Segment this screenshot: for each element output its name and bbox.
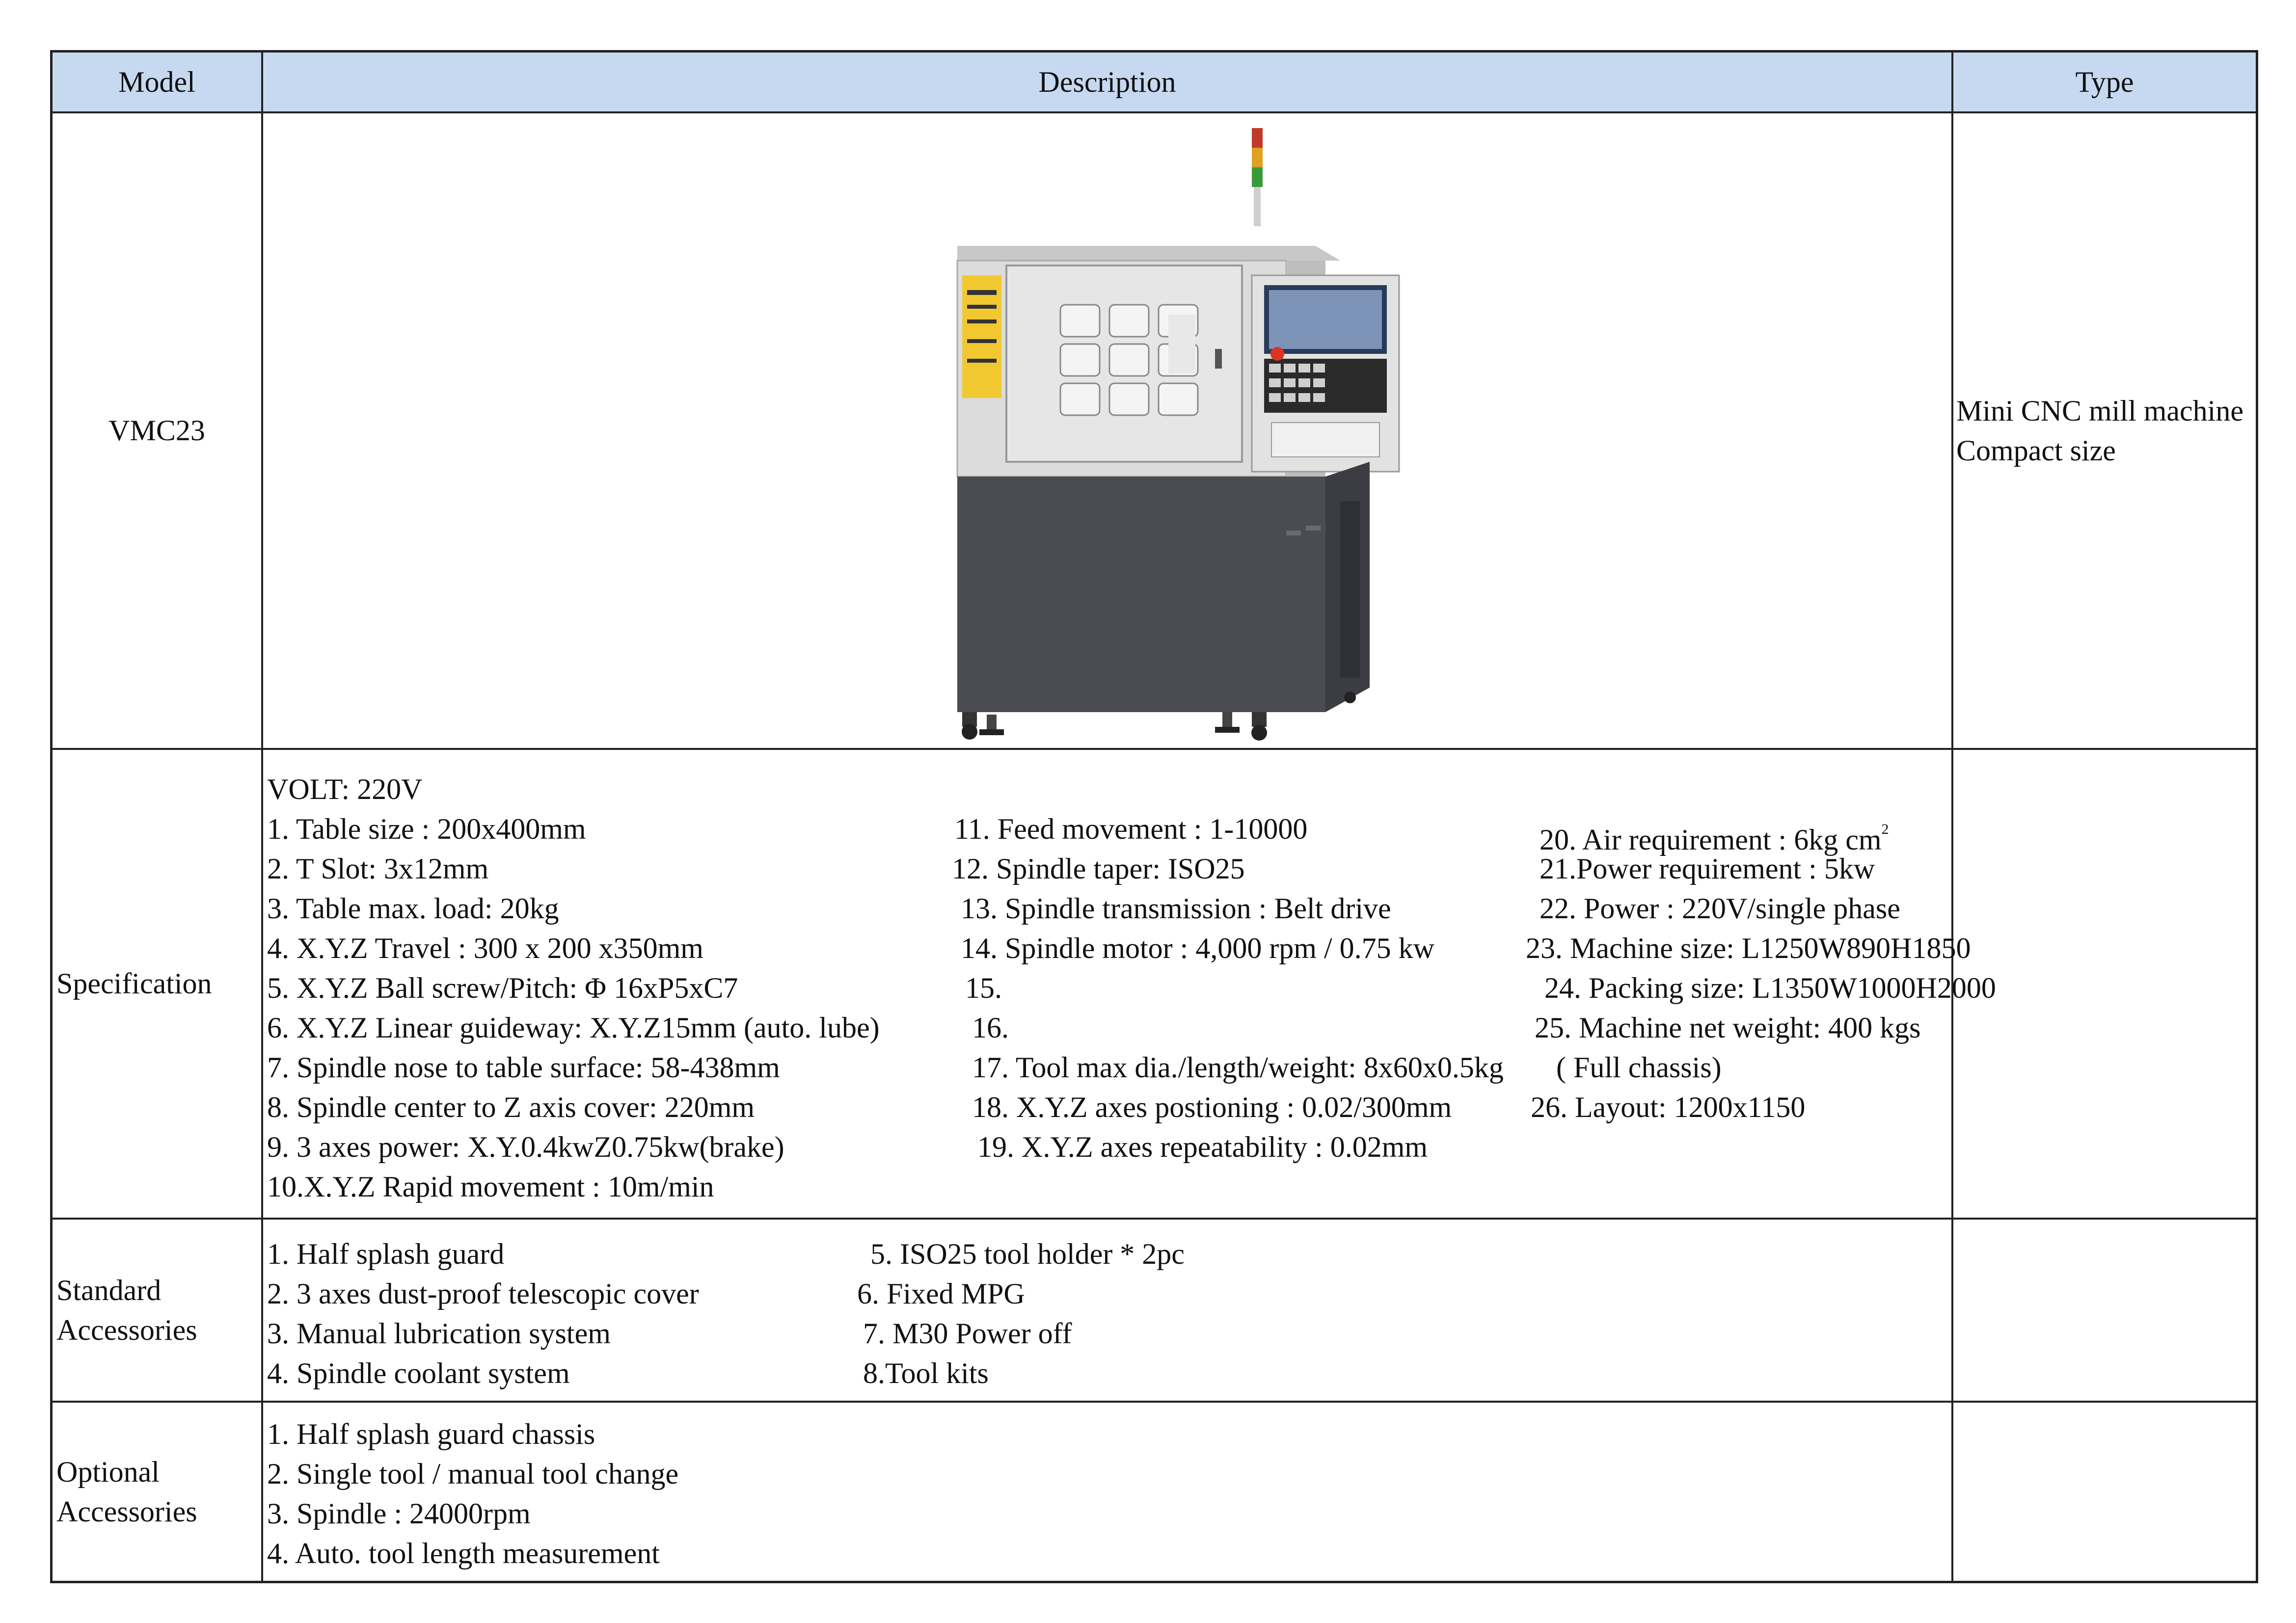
- accessory-item: 1. Half splash guard: [267, 1238, 505, 1270]
- specification-label: Specification: [53, 750, 263, 1218]
- specification-type-cell: [1953, 750, 2256, 1218]
- spec-item: 24. Packing size: L1350W1000H2000: [1544, 972, 1996, 1004]
- spec-item: 15.: [965, 972, 1002, 1004]
- model-name: VMC23: [53, 113, 263, 748]
- spec-item: 5. X.Y.Z Ball screw/Pitch: Φ 16xP5xC7: [267, 972, 738, 1004]
- spec-item: 16.: [972, 1011, 1009, 1044]
- accessory-item: 7. M30 Power off: [863, 1317, 1072, 1350]
- product-row: [53, 113, 2256, 750]
- spec-item: 10.X.Y.Z Rapid movement : 10m/min: [267, 1171, 714, 1203]
- specification-content: [263, 750, 1996, 1218]
- accessory-item: 2. 3 axes dust-proof telescopic cover: [267, 1277, 699, 1310]
- accessory-item: 4. Spindle coolant system: [267, 1357, 570, 1389]
- spec-item: 6. X.Y.Z Linear guideway: X.Y.Z15mm (auto. lube): [267, 1011, 880, 1044]
- type-line: Mini CNC mill machine: [1956, 394, 2243, 427]
- superscript: 2: [1881, 821, 1889, 837]
- spec-item: 14. Spindle motor : 4,000 rpm / 0.75 kw: [961, 932, 1434, 964]
- header-description: Description: [263, 53, 1953, 111]
- standard-type-cell: [1953, 1220, 2256, 1401]
- spec-item: 4. X.Y.Z Travel : 300 x 200 x350mm: [267, 932, 703, 964]
- optional-accessories-label: [53, 1403, 263, 1581]
- label-line: Standard: [56, 1274, 162, 1306]
- accessory-item: 4. Auto. tool length measurement: [267, 1537, 660, 1570]
- spec-item: 26. Layout: 1200x1150: [1531, 1091, 1806, 1123]
- accessory-item: 6. Fixed MPG: [857, 1277, 1025, 1310]
- standard-accessories-content: [263, 1220, 1953, 1401]
- spec-item: 1. Table size : 200x400mm: [267, 813, 586, 845]
- type-line: Compact size: [1956, 434, 2116, 467]
- spec-item: 3. Table max. load: 20kg: [267, 892, 559, 925]
- spec-item: 9. 3 axes power: X.Y.0.4kwZ0.75kw(brake): [267, 1131, 784, 1163]
- accessory-item: 2. Single tool / manual tool change: [267, 1458, 679, 1490]
- spec-item: 25. Machine net weight: 400 kgs: [1535, 1011, 1921, 1044]
- spec-item: 12. Spindle taper: ISO25: [952, 852, 1245, 885]
- accessory-item: 3. Manual lubrication system: [267, 1317, 611, 1350]
- spec-item: 22. Power : 220V/single phase: [1540, 892, 1900, 925]
- accessory-item: 8.Tool kits: [863, 1357, 989, 1389]
- spec-item: 18. X.Y.Z axes postioning : 0.02/300mm: [972, 1091, 1452, 1123]
- accessory-item: 5. ISO25 tool holder * 2pc: [870, 1238, 1185, 1270]
- standard-accessories-row: [53, 1220, 2256, 1403]
- accessory-item: 1. Half splash guard chassis: [267, 1418, 595, 1450]
- spec-item: 13. Spindle transmission : Belt drive: [961, 892, 1391, 925]
- cnc-machine-image: [928, 128, 1429, 742]
- optional-accessories-content: [263, 1403, 1953, 1581]
- spec-item: ( Full chassis): [1556, 1051, 1722, 1084]
- spec-sheet-table: [50, 50, 2258, 1583]
- product-image-cell: [263, 113, 1953, 748]
- header-type: Type: [2075, 65, 2134, 98]
- spec-item: 19. X.Y.Z axes repeatability : 0.02mm: [977, 1131, 1428, 1163]
- spec-item: 23. Machine size: L1250W890H1850: [1526, 932, 1971, 964]
- standard-accessories-label: [53, 1220, 263, 1401]
- spec-item: 17. Tool max dia./length/weight: 8x60x0.5kg: [972, 1051, 1504, 1084]
- accessory-item: 3. Spindle : 24000rpm: [267, 1497, 531, 1530]
- optional-accessories-row: [53, 1403, 2256, 1581]
- optional-type-cell: [1953, 1403, 2256, 1581]
- specification-row: [53, 750, 2256, 1220]
- spec-item-text: 20. Air requirement : 6kg cm: [1540, 824, 1882, 856]
- spec-item: 7. Spindle nose to table surface: 58-438mm: [267, 1051, 780, 1084]
- volt-line: VOLT: 220V: [267, 773, 423, 805]
- label-line: Accessories: [56, 1495, 197, 1528]
- label-line: Accessories: [56, 1313, 197, 1346]
- spec-item: 11. Feed movement : 1-10000: [954, 813, 1308, 845]
- spec-item: 21.Power requirement : 5kw: [1540, 852, 1875, 885]
- header-model: Model: [53, 53, 263, 111]
- type-cell: [1953, 113, 2256, 748]
- header-row: [53, 53, 2256, 113]
- label-line: Optional: [56, 1455, 160, 1488]
- spec-item: 8. Spindle center to Z axis cover: 220mm: [267, 1091, 755, 1123]
- spec-item: 2. T Slot: 3x12mm: [267, 852, 489, 885]
